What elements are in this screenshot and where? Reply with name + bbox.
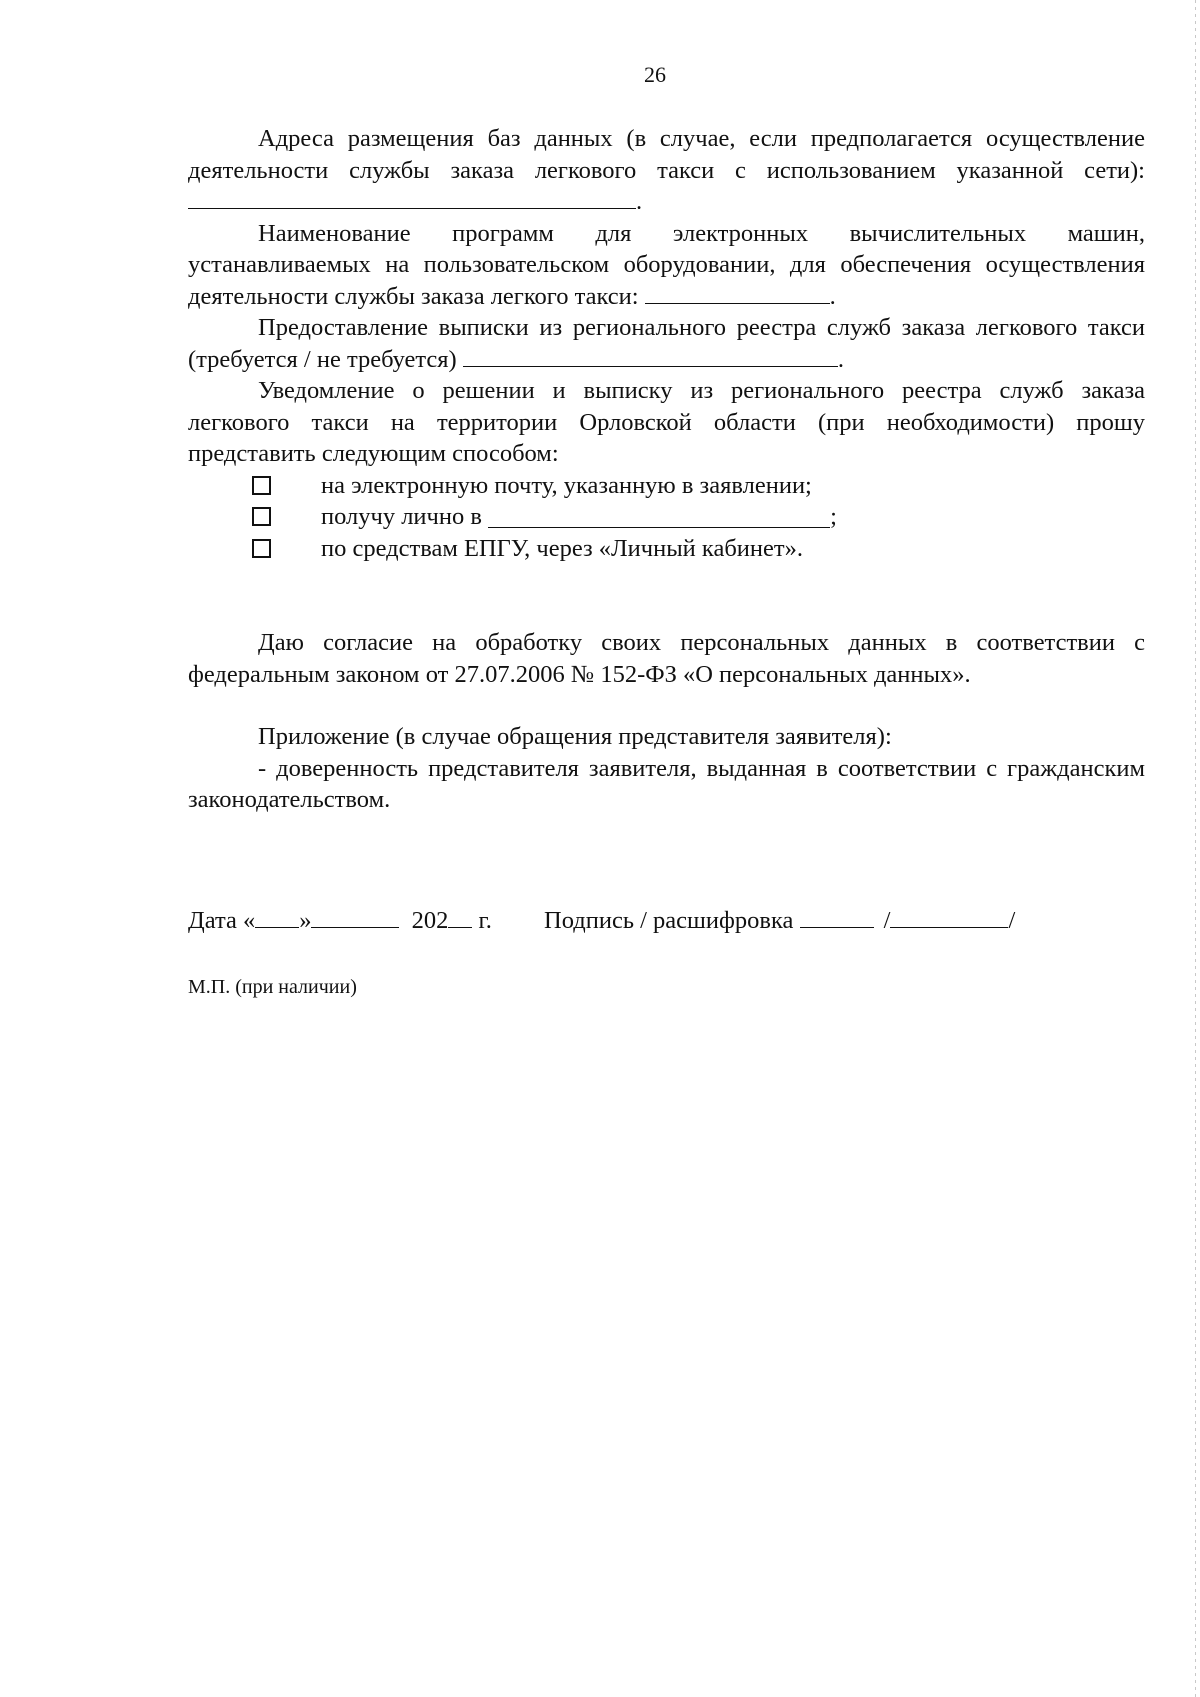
page-number: 26 <box>644 62 666 87</box>
attachment-item: - доверенность представителя заявителя, выданная в соответствии с гражданским законодательством. <box>188 754 1145 813</box>
paragraph-database-addresses: Адреса размещения баз данных (в случае, если предполагается осуществление деятельности службы заказа легкового такси с использованием указанной сети): . <box>188 125 1145 215</box>
option-epgu[interactable] <box>188 533 1145 565</box>
option-email-label: на электронную почту, указанную в заявлении; <box>321 471 812 499</box>
date-year-field[interactable] <box>448 905 472 928</box>
date-year-suffix: г. <box>478 907 492 934</box>
delivery-options <box>188 470 1145 565</box>
attachment-heading: Приложение (в случае обращения представителя заявителя): <box>258 723 892 750</box>
paragraph-registry-extract: Предоставление выписки из регионального реестра служб заказа легкового такси (требуется / не требуется) . <box>188 314 1145 373</box>
database-addresses-field[interactable] <box>188 186 636 209</box>
stamp-note: М.П. (при наличии) <box>188 976 357 998</box>
option-in-person-field[interactable] <box>488 505 830 528</box>
paragraph-notification-method: Уведомление о решении и выписку из регионального реестра служб заказа легкового такси на территории Орловской области (при необходимости) прошу представить следующим способом: <box>188 377 1145 467</box>
option-in-person-checkbox[interactable] <box>252 507 271 526</box>
registry-extract-text: Предоставление выписки из регионального реестра служб заказа легкового такси (требуется / не требуется) <box>188 314 1145 373</box>
signature-decoding-field[interactable] <box>890 905 1008 928</box>
date-day-field[interactable] <box>255 905 299 928</box>
date-year-prefix: 202 <box>411 907 449 934</box>
software-names-text: Наименование программ для электронных вычислительных машин, устанавливаемых на пользовательском оборудовании, для обеспечения осуществления деятельности службы заказа легкого такси: <box>188 219 1145 310</box>
paragraph-software-names: Наименование программ для электронных вычислительных машин, устанавливаемых на пользовательском оборудовании, для обеспечения осуществления деятельности службы заказа легкого такси: . <box>188 219 1145 310</box>
option-epgu-label: по средствам ЕПГУ, через «Личный кабинет». <box>321 534 803 562</box>
date-label: Дата « <box>188 907 256 934</box>
paragraph-consent: Даю согласие на обработку своих персональных данных в соответствии с федеральным законом от 27.07.2006 № 152-ФЗ «О персональных данных». <box>188 629 1145 688</box>
registry-extract-field[interactable] <box>463 344 838 367</box>
signature-label: Подпись / расшифровка <box>544 907 794 934</box>
signature-field[interactable] <box>800 905 874 928</box>
option-in-person-label: получу лично в <box>321 503 482 530</box>
signature-line: Дата « » 202 г. Подпись / расшифровка / / <box>188 907 1016 934</box>
option-epgu-checkbox[interactable] <box>252 539 271 558</box>
option-email[interactable] <box>188 470 1145 502</box>
document-body <box>188 123 1145 816</box>
page-edge-marks <box>1195 0 1196 1697</box>
database-addresses-text: Адреса размещения баз данных (в случае, если предполагается осуществление деятельности службы заказа легкового такси с использованием указанной сети): <box>188 125 1145 184</box>
option-email-checkbox[interactable] <box>252 476 271 495</box>
option-in-person[interactable]: получу лично в ; <box>188 501 1145 533</box>
software-names-field[interactable] <box>645 281 830 304</box>
date-month-field[interactable] <box>311 905 399 928</box>
